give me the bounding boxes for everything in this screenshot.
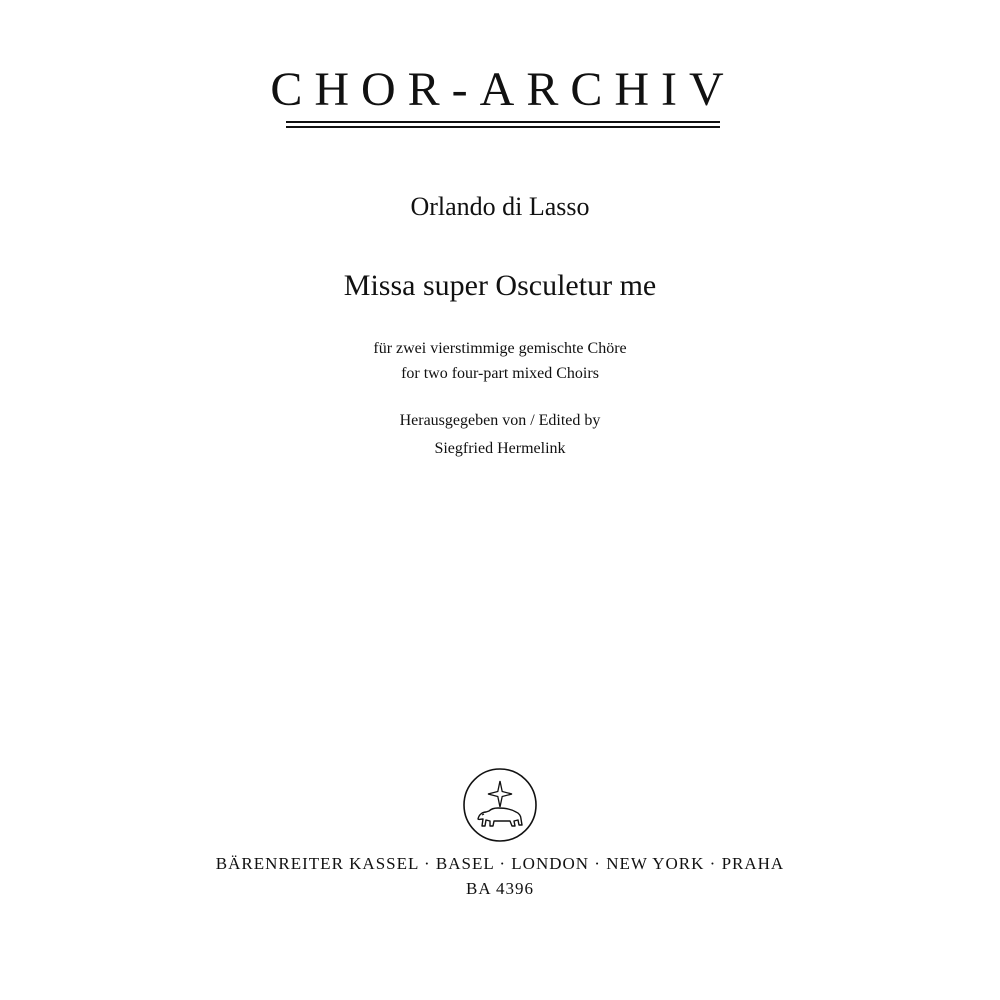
title-double-rule-top (286, 121, 720, 123)
work-title: Missa super Osculetur me (343, 269, 657, 302)
subtitle-german: für zwei vierstimmige gemischte Chöre (373, 340, 627, 357)
publisher-imprint: BÄRENREITER KASSEL · BASEL · LONDON · NEW YORK · PRAHA (215, 854, 785, 873)
title-double-rule-bottom (286, 126, 720, 128)
series-title: CHOR-ARCHIV (270, 63, 736, 116)
baerenreiter-bear-star-logo-icon (462, 767, 538, 843)
editor-label: Herausgegeben von / Edited by (399, 412, 601, 429)
catalog-number: BA 4396 (466, 879, 534, 898)
composer-name: Orlando di Lasso (410, 192, 590, 221)
subtitle-english: for two four-part mixed Choirs (401, 365, 599, 382)
editor-name: Siegfried Hermelink (434, 440, 566, 457)
